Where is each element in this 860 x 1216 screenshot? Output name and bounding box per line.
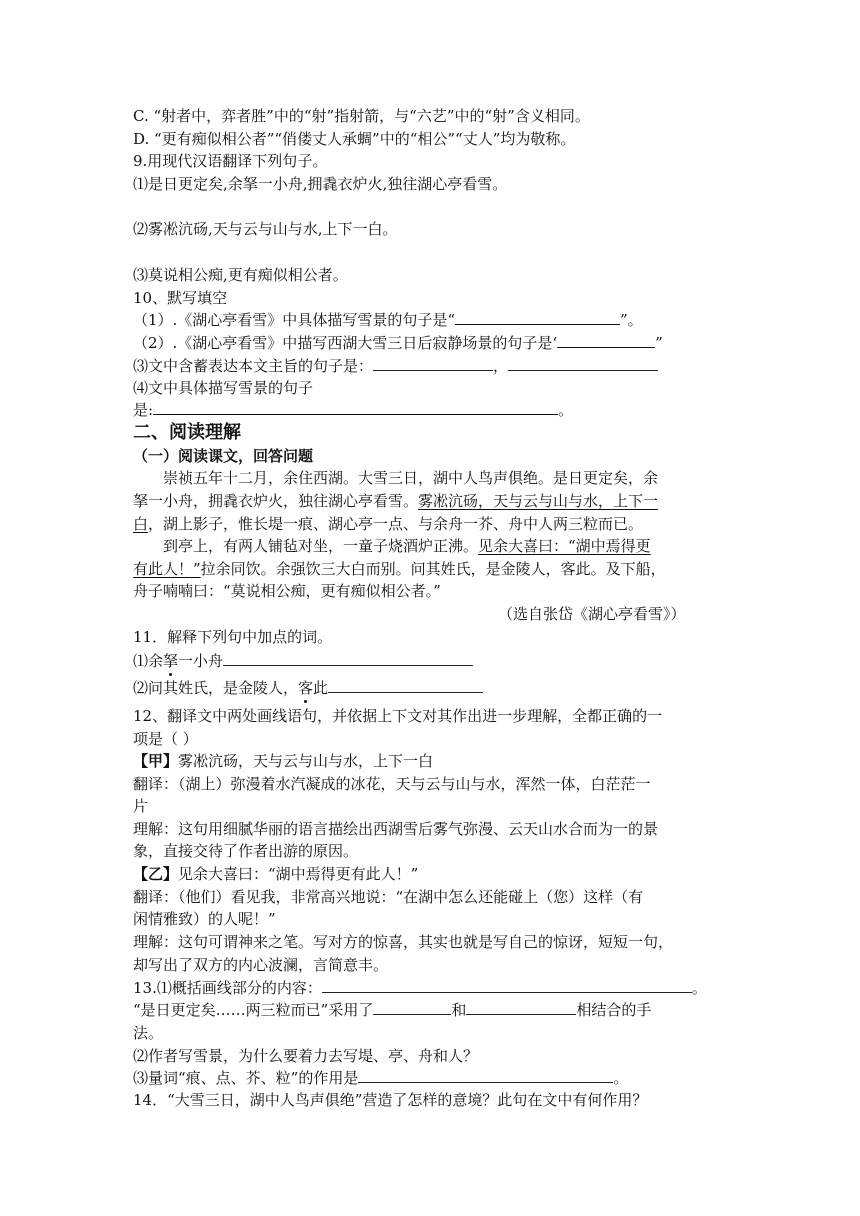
- yi-text: 见余大喜曰：“湖中焉得更有此人！”: [178, 865, 419, 883]
- underlined-sentence-yi-end: 有此人！”: [133, 560, 201, 578]
- underlined-sentence-yi: 见余大喜曰：“湖中焉得更: [478, 537, 651, 555]
- passage-line-2: [133, 491, 658, 511]
- q11-blank-1[interactable]: [223, 651, 473, 666]
- passage-text: 到亭上，有两人铺毡对坐，一童子烧酒炉正沸。: [163, 537, 479, 555]
- q13-line-2-and: 和: [451, 1001, 467, 1019]
- q10-item-3-text: ⑶文中含蓄表达本文主旨的句子是：: [133, 357, 374, 375]
- q13-line-3: 法。: [133, 1024, 164, 1042]
- q10-item-3: [133, 356, 658, 376]
- q13-item-2: ⑵作者写雪景，为什么要着力去写堤、亭、舟和人？: [133, 1047, 479, 1065]
- passage-line-3: [133, 514, 643, 534]
- q11-blank-2[interactable]: [328, 678, 483, 693]
- q13-blank-1[interactable]: [322, 978, 692, 993]
- q10-blank-3b[interactable]: [508, 356, 658, 371]
- q12-yi-translation-1: 翻译：（他们）看见我，非常高兴地说：“在湖中怎么还能碰上（您）这样（有: [133, 888, 644, 906]
- q10-item-4-prefix: 是:: [133, 401, 154, 419]
- q11-item-2-text: ⑵问其姓氏，是金陵人，: [133, 679, 299, 697]
- q12-jia-understanding-2: 象，直接交待了作者出游的原因。: [133, 842, 359, 860]
- yi-tag: 【乙】: [133, 865, 179, 883]
- underlined-sentence-jia-end: 白: [133, 515, 149, 533]
- q9-sentence-3: ⑶莫说相公痴,更有痴似相公者。: [133, 266, 348, 284]
- q13-blank-3[interactable]: [466, 1000, 576, 1015]
- passage-text: 拏一小舟，拥毳衣炉火，独往湖心亭看雪。: [133, 492, 419, 510]
- q12-jia: [133, 751, 433, 771]
- q12-jia-translation-2: 片: [133, 797, 149, 815]
- q10-blank-3a[interactable]: [373, 356, 493, 371]
- q11-item-1-text: ⑴余: [133, 652, 164, 670]
- q14: 14．“大雪三日，湖中人鸟声俱绝”营造了怎样的意境？此句在文中有何作用？: [133, 1091, 648, 1109]
- q12-yi-understanding-2: 却写出了双方的内心波澜，言简意丰。: [133, 956, 389, 974]
- q12-jia-translation-1: 翻译：（湖上）弥漫着水汽凝成的冰花，天与云与山与水，浑然一体，白茫茫一: [133, 775, 651, 793]
- passage-line-6: 舟子喃喃曰：“莫说相公痴，更有痴似相公者。”: [133, 582, 441, 600]
- passage-line-1: 崇祯五年十二月，余住西湖。大雪三日，湖中人鸟声俱绝。是日更定矣，余: [163, 469, 659, 487]
- q13-line-2: [133, 1000, 651, 1020]
- q13-blank-4[interactable]: [358, 1068, 613, 1083]
- q13-item-1: [133, 978, 707, 998]
- q12-yi-translation-2: 闲情雅致）的人呢！”: [133, 910, 276, 928]
- q11-item-1-text-2: 一小舟: [178, 652, 224, 670]
- q10-item-4-end: 。: [558, 401, 574, 419]
- passage-source: （选自张岱《湖心亭看雪》）: [498, 605, 686, 623]
- q10-title: 10、默写填空: [133, 289, 228, 307]
- option-c: C. “射者中，弈者胜”中的“射”指射箭，与“六艺”中的“射”含义相同。: [133, 107, 590, 125]
- sub-title: （一）阅读课文，回答问题: [133, 447, 314, 465]
- passage-line-5: [133, 559, 666, 579]
- q10-item-2-text: （2）.《湖心亭看雪》中描写西湖大雪三日后寂静场景的句子是‘: [133, 334, 558, 352]
- q10-item-3-sep: ，: [493, 357, 509, 375]
- dotted-word: 客: [298, 679, 314, 697]
- q13-item-1-text: 13.⑴概括画线部分的内容：: [133, 979, 322, 997]
- q13-item-3-text: ⑶量词“痕、点、芥、粒”的作用是: [133, 1069, 359, 1087]
- q13-blank-2[interactable]: [373, 1000, 451, 1015]
- passage-text: 拉余同饮。余强饮三大白而别。问其姓氏，是金陵人，客此。及下船，: [200, 560, 666, 578]
- q11-item-2-text-2: 此: [313, 679, 329, 697]
- q10-item-1-text: （1）.《湖心亭看雪》中具体描写雪景的句子是“: [133, 311, 455, 329]
- q13-item-3-end: 。: [613, 1069, 629, 1087]
- underlined-sentence-jia: 雾凇沆砀，天与云与山与水，上下一: [418, 492, 659, 510]
- q9-sentence-1: ⑴是日更定矣,余拏一小舟,拥毳衣炉火,独往湖心亭看雪。: [133, 175, 508, 193]
- q10-item-2: [133, 333, 663, 353]
- q12-yi-understanding-1: 理解：这句可谓神来之笔。写对方的惊喜，其实也就是写自己的惊讶，短短一句，: [133, 933, 674, 951]
- q13-line-2-end: 相结合的手: [576, 1001, 652, 1019]
- jia-text: 雾凇沆砀，天与云与山与水，上下一白: [178, 752, 434, 770]
- q13-line-2-text: “是日更定矣……两三粒而已”采用了: [133, 1001, 374, 1019]
- q10-item-4: ⑷文中具体描写雪景的句子: [133, 379, 314, 397]
- q9-sentence-2: ⑵雾凇沆砀,天与云与山与水,上下一白。: [133, 220, 398, 238]
- q10-item-4-line2: [133, 400, 573, 420]
- q12-yi: [133, 864, 418, 884]
- q9-title: 9.用现代汉语翻译下列句子。: [133, 152, 328, 170]
- q10-item-2-end: ”: [655, 334, 663, 352]
- option-d: D. “更有痴似相公者”“俏偻丈人承蜩”中的“相公”“丈人”均为敬称。: [133, 130, 576, 148]
- q10-blank-4[interactable]: [153, 400, 558, 415]
- q12-line-1: 12、翻译文中两处画线语句，并依据上下文对其作出进一步理解，全都正确的一: [133, 707, 663, 725]
- q10-item-1: [133, 310, 643, 330]
- dotted-word: 拏: [163, 652, 179, 670]
- q11-title: 11．解释下列句中加点的词。: [133, 628, 333, 646]
- q10-blank-1[interactable]: [455, 310, 620, 325]
- q10-blank-2[interactable]: [557, 333, 655, 348]
- q13-item-1-end: 。: [691, 979, 707, 997]
- q10-item-1-end: ”。: [619, 311, 643, 329]
- q11-item-1: [133, 651, 473, 671]
- q13-item-3: [133, 1068, 628, 1088]
- passage-text: ，湖上影子，惟长堤一痕、湖心亭一点、与余舟一芥、舟中人两三粒而已。: [148, 515, 644, 533]
- q12-jia-understanding-1: 理解：这句用细腻华丽的语言描绘出西湖雪后雾气弥漫、云天山水合而为一的景: [133, 820, 659, 838]
- q11-item-2: [133, 678, 483, 698]
- section-title: 二、阅读理解: [133, 422, 241, 443]
- q12-line-2: 项是（ ）: [133, 730, 198, 748]
- jia-tag: 【甲】: [133, 752, 179, 770]
- passage-line-4: [163, 536, 651, 556]
